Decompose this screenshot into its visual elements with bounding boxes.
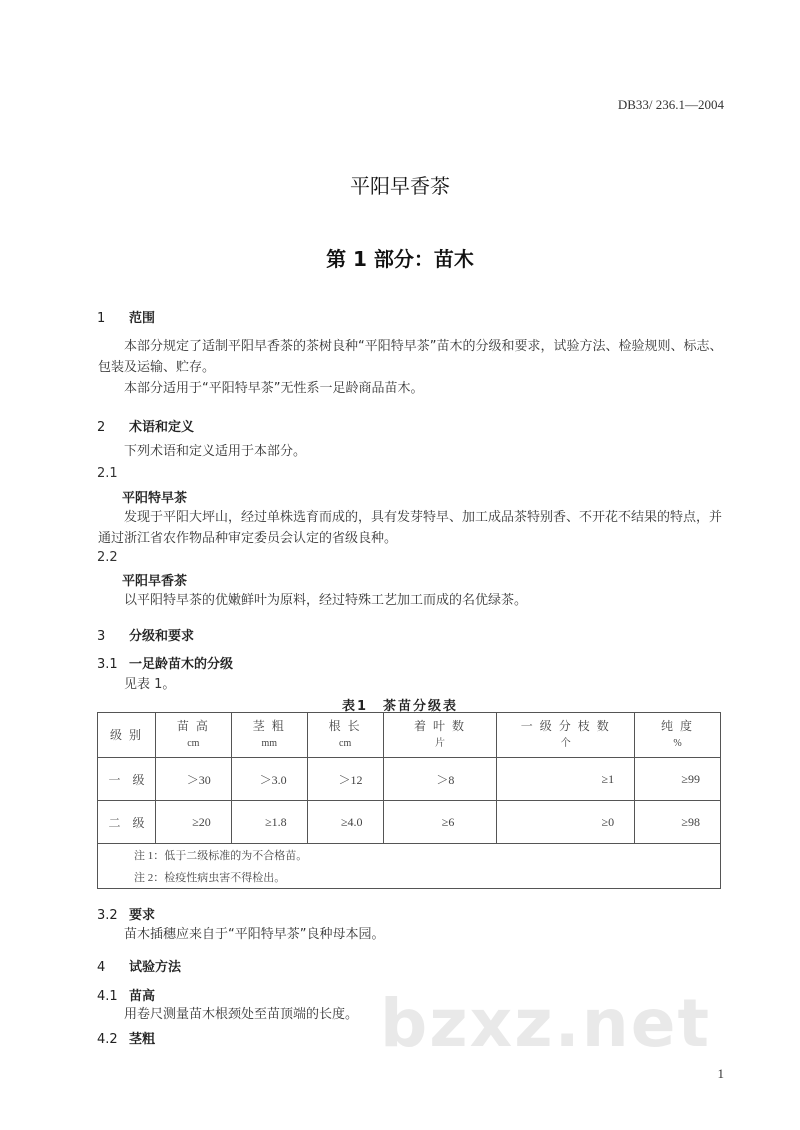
table-caption: 表1 茶苗分级表: [341, 699, 459, 714]
table-note-row: [98, 866, 721, 889]
subsection-number: 3.2: [97, 908, 118, 923]
table-cell: 二 级: [98, 801, 156, 844]
table-cell: 一 级: [98, 758, 156, 801]
term-name-1: 平阳特早茶: [122, 491, 188, 506]
section-number: 3: [97, 629, 106, 644]
subsection-title: 茎粗: [129, 1032, 156, 1047]
header-cell-stem: 茎 粗 mm: [231, 713, 307, 758]
section-title: 分级和要求: [129, 629, 195, 644]
section-heading-test-methods: [97, 956, 181, 975]
term-name-2: 平阳早香茶: [122, 574, 188, 589]
subsection-heading-4-2: [97, 1028, 155, 1047]
table-cell: ≥98: [635, 801, 721, 844]
subsection-title: 一足龄苗木的分级: [129, 657, 234, 672]
table-cell: ≥6: [383, 801, 497, 844]
subsection-number: 4.1: [97, 989, 118, 1004]
table-cell: ≥0: [497, 801, 635, 844]
standard-number: DB33/ 236.1—2004: [617, 97, 724, 112]
terms-intro: [98, 441, 726, 462]
term-definition-text-1: 发现于平阳大坪山，经过单株选育而成的，具有发芽特早、加工成品茶特别香、不开花不结果的特点，并通过浙江省农作物品种审定委员会认定的省级良种。: [98, 510, 723, 546]
subsection-number: 3.1: [97, 657, 118, 672]
section-heading-grading: [97, 625, 194, 644]
header-cell-root: 根 长 cm: [307, 713, 383, 758]
header-cell-height: 苗 高 cm: [155, 713, 231, 758]
subsection-heading-4-1: [97, 985, 155, 1004]
requirement-text: [98, 924, 726, 945]
document-title: 平阳早香茶: [350, 174, 450, 198]
subsection-title: 苗高: [129, 989, 156, 1004]
term-definition-text-2: 以平阳特早茶的优嫩鲜叶为原料，经过特殊工艺加工而成的名优绿茶。: [124, 593, 528, 608]
table-note-1: 注 1：低于二级标准的为不合格苗。: [98, 844, 721, 867]
see-table: 见表 1。: [124, 677, 176, 692]
subsection-heading-3-2: [97, 904, 155, 923]
table-row: [98, 801, 721, 844]
grading-table: [97, 712, 721, 889]
header-cell-purity: 纯 度 %: [635, 713, 721, 758]
height-method-paragraph: 用卷尺测量苗木根颈处至苗顶端的长度。: [124, 1007, 359, 1022]
table-cell: ＞12: [307, 758, 383, 801]
term-definition-2: [98, 590, 726, 611]
section-heading-scope: [97, 307, 155, 326]
table-cell: ≥99: [635, 758, 721, 801]
term-number-2-1: 2.1: [97, 466, 118, 481]
terms-intro-text: 下列术语和定义适用于本部分。: [124, 444, 307, 459]
section-title: 术语和定义: [129, 420, 195, 435]
table-cell: ≥1.8: [231, 801, 307, 844]
table-note-row: [98, 844, 721, 867]
section-title: 范围: [129, 311, 156, 326]
table-cell: ＞8: [383, 758, 497, 801]
term-number-2-2: 2.2: [97, 550, 118, 565]
section-heading-terms: [97, 416, 194, 435]
section-number: 4: [97, 960, 106, 975]
header-cell-grade: 级 别: [98, 713, 156, 758]
table-cell: ＞30: [155, 758, 231, 801]
scope-paragraph: [98, 336, 726, 399]
table-cell: ≥4.0: [307, 801, 383, 844]
part-title: 第 1 部分：苗木: [326, 247, 474, 271]
table-cell: ≥1: [497, 758, 635, 801]
section-number: 1: [97, 311, 106, 326]
header-cell-leaves: 着 叶 数 片: [383, 713, 497, 758]
scope-text-2: 本部分适用于“平阳特早茶”无性系一足龄商品苗木。: [124, 381, 424, 396]
term-definition-1: [98, 507, 726, 549]
table-row: [98, 758, 721, 801]
section-title: 试验方法: [129, 960, 182, 975]
requirement-paragraph: 苗木插穗应来自于“平阳特早茶”良种母本园。: [124, 927, 385, 942]
header-cell-branches: 一 级 分 枝 数 个: [497, 713, 635, 758]
subsection-title: 要求: [129, 908, 156, 923]
page-number: 1: [717, 1066, 724, 1081]
table-cell: ＞3.0: [231, 758, 307, 801]
table-cell: ≥20: [155, 801, 231, 844]
subsection-heading-3-1: [97, 653, 233, 672]
table-note-2: 注 2：检疫性病虫害不得检出。: [98, 866, 721, 889]
section-number: 2: [97, 420, 106, 435]
scope-text-1: 本部分规定了适制平阳早香茶的茶树良种“平阳特早茶”苗木的分级和要求，试验方法、检验规则、标志、包装及运输、贮存。: [98, 339, 723, 375]
see-table-text: [98, 674, 726, 695]
watermark-logo: bzxz.net: [380, 985, 712, 1062]
subsection-number: 4.2: [97, 1032, 118, 1047]
table-header-row: [98, 713, 721, 758]
